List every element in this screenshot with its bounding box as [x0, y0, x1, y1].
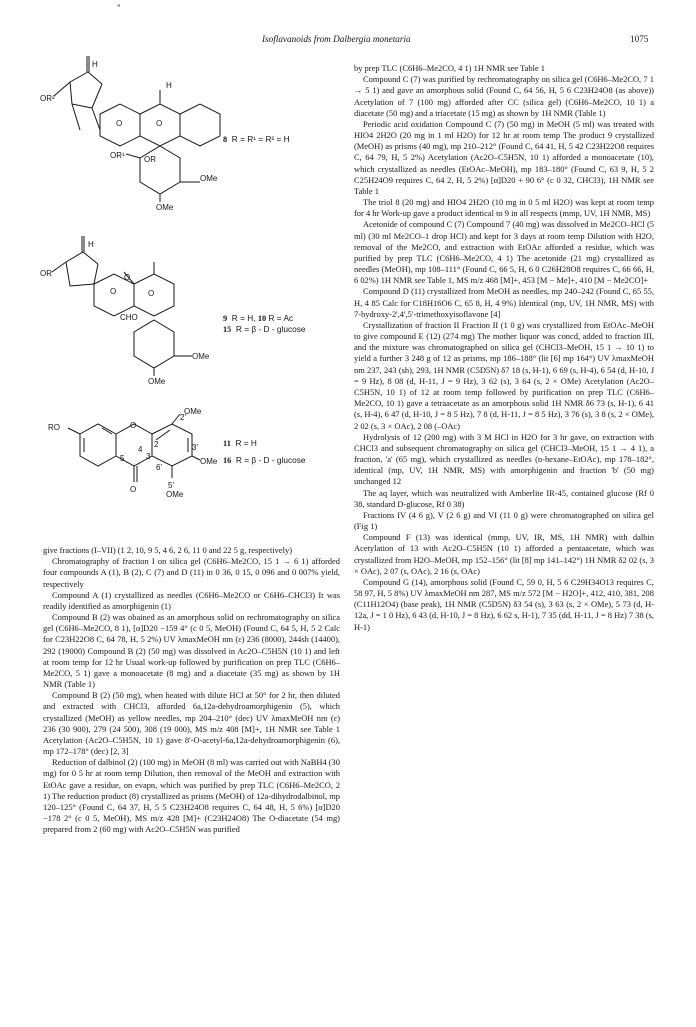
label-compound-15: 15 R = β - D - glucose — [223, 324, 306, 334]
atom-O: O — [156, 119, 163, 128]
paragraph: Compound G (14), amorphous solid (Found C, 59 0, H, 5 6 C29H34O13 requires C, 58 97, H, 5 8%) UV λmaxMeOH nm 287, MS m/z 572 [M − H2O]+, 412, 410, 381, 208 (C11H12O4) (base peak), 1H NMR (C5D5N) δ3 54 (s), 3 63 (s, 2 × OMe), 5 73 (d, H-12a, J = 1 0 Hz), 6 43 (d, H-10, J = 8 Hz), 6 62 s, H-1), 7 35 (dd, H-11, J = 8 Hz) 7 38 (s, H-1) — [354, 576, 654, 632]
paragraph: Compound B (2) was obained as an amorphous solid on rechromatography on silica gel (C6H6–Me2CO, 8 1), [α]D20 −159 4° (c 0 5, MeOH) (Found C, 64 5, H, 5 2 Calc for C23H22O8 C, 64 78, H, 5 2%) UV λmaxMeOH nm (ε) 236 (8000), 244sh (14400), 292 (19000) Compound B (2) (50 mg) was dissolved in Ac2O–C5H5N (10 1) and left at room temp for 12 hr Usual work-up followed by purification on prep TLC (C6H6–Me2CO, 5 1) gave a monoacetate (8 mg) and a diacetate (35 mg) as shown by 1H NMR (Table 1) — [43, 612, 340, 690]
atom-OR: OR — [40, 269, 52, 278]
atom-H: H — [88, 240, 94, 249]
atom-OMe: OMe — [192, 352, 210, 361]
paragraph: Compound A (1) crystallized as needles (C6H6–Me2CO or C6H6–CHCl3) It was readily identified as amorphigenin (1) — [43, 589, 340, 611]
locant-6p: 6' — [156, 463, 162, 472]
atom-O: O — [130, 485, 137, 494]
atom-H: H — [92, 60, 98, 69]
left-column — [43, 545, 340, 835]
atom-H: H — [166, 81, 172, 90]
label-compound-8: 8 R = R¹ = R² = H — [223, 134, 290, 144]
paragraph: The aq layer, which was neutralized with Amberlite IR-45, contained glucose (Rf 0 38, standard D-glucose, Rf 0 38) — [354, 487, 654, 509]
locant-3p: 3' — [192, 443, 198, 452]
locant-2: 2 — [154, 440, 159, 449]
structure-8-skeleton — [54, 56, 220, 202]
structure-drawings — [40, 50, 340, 540]
paragraph: Hydrolysis of 12 (200 mg) with 3 M HCl in H2O for 3 hr gave, on extraction with CHCl3 and subsequent chromatography on silica gel (CHCl3–MeOH, 15 1 → 4 1), a fraction, 'a' (65 mg), which crystallized as needles (n-hexane–EtOAc), mp 178–182°, identical (mp, UV, 1H NMR, MS) with amorphigenin and fraction 'b' (50 mg) unchanged 12 — [354, 431, 654, 487]
paragraph: Fractions IV (4 6 g), V (2 6 g) and VI (11 0 g) were chromatographed on silica gel (Fig 1) — [354, 509, 654, 532]
atom-OMe: OMe — [200, 174, 218, 183]
paragraph: Chromatography of fraction I on silica gel (C6H6–Me2CO, 15 1 → 6 1) afforded four compounds A (1), B (2), C (7) and D (11) in 0 36, 0 15, 0 096 and 0 007% yield, respectively — [43, 556, 340, 589]
locant-4: 4 — [138, 445, 143, 454]
paragraph: Compound B (2) (50 mg), when heated with dilute HCl at 50° for 2 hr, then diluted and extracted with CHCl3, afforded 6a,12a-dehydroamorphigenin (5), which crystallized (MeOH) as yellow needles, mp 204–210° (dec) UV λmaxMeOH nm (ε) 236 (30 900), 279 (24 500), 308 (19 000), MS m/z 408 [M]+, 1H NMR see Table 1 Acetylation (Ac2O–C5H5N, 10 1) gave 8'-O-acetyl-6a,12a-dehydroamorphigenin (6), mp 172–178° (dec) [2, 3] — [43, 690, 340, 757]
atom-OR1: OR¹ — [110, 151, 125, 160]
chemical-structures — [40, 50, 340, 540]
atom-OR: OR — [144, 155, 156, 164]
atom-CHO: CHO — [120, 313, 138, 322]
atom-RO: RO — [48, 423, 60, 432]
atom-O: O — [116, 119, 123, 128]
locant-2p: 2' — [180, 413, 186, 422]
atom-OMe: OMe — [148, 377, 166, 386]
paragraph: The triol 8 (20 mg) and HIO4 2H2O (10 mg in 0 5 ml H2O) was kept at room temp for 4 hr Work-up gave a product identical to 9 in all respects (mmp, UV, 1H NMR, MS) — [354, 197, 654, 219]
paragraph: Compound F (13) was identical (mmp, UV, IR, MS, 1H NMR) with dalbin Acetylation of 13 with Ac2O–C5H5N (10 1) afforded a pentaacetate, which was crystallized from H2O–MeOH, mp 152–156° (lit [8] mp 141–142°) 1H NMR δ2 02 (s, 3 × OAc), 2 07 (s, OAc), 2 16 (s, OAc) — [354, 532, 654, 576]
paragraph: Compound C (7) was purified by rechromatography on silica gel (C6H6–Me2CO, 7 1 → 5 1) and gave an amorphous solid (Found C, 64 56, H, 5 6 C23H24O8 (as above)) Acetylation of 7 (100 mg) afforded after CC (silica gel) (C6H6–Me2CO, 10 1) a diacetate (50 mg) and a triacetate (15 mg) as shown by 1H NMR (Table 1) — [354, 74, 654, 118]
locant-5: 5 — [120, 454, 125, 463]
stray-mark: " — [117, 3, 121, 13]
running-title: Isoflavanoids from Dalbergia monetaria — [262, 34, 411, 44]
paragraph: by prep TLC (C6H6–Me2CO, 4 1) 1H NMR see Table 1 — [354, 63, 546, 73]
label-compound-11: 11 R = H — [223, 438, 257, 448]
structure-9-skeleton — [52, 236, 192, 376]
atom-O: O — [110, 287, 117, 296]
atom-O: O — [130, 421, 137, 430]
locant-3: 3 — [146, 452, 151, 461]
label-compound-16: 16 R = β - D - glucose — [223, 455, 306, 465]
page-number: 1075 — [630, 34, 649, 44]
paragraph: Compound D (11) crystallized from MeOH as needles, mp 240–242 (Found C, 65 55, H, 4 85 Calc for C18H16O6 C, 65 8, H, 4 9%) Identical (mp, UV, 1H NMR, MS) with 7-hydroxy-2',4',5'-trimethoxyisoflavone [4] — [354, 286, 654, 319]
right-column — [354, 63, 654, 633]
atom-OMe: OMe — [200, 457, 218, 466]
paragraph: Acetonide of compound C (7) Compound 7 (40 mg) was dissolved in Me2CO–HCl (5 ml) (30 ml Me2CO–1 drop HCl) and kept for 3 days at room temp Dilution with H2O, removal of the Me2CO, and extraction with EtOAc afforded a residue, which was purified by prep TLC (C6H6–Me2CO, 4 1) The acetonide (21 mg) crystallized as needles (MeOH), mp 108–111° (Found C, 66 5, H, 6 0 C26H28O8 requires C, 66 66, H, 6 02%) 1H NMR see Table 1, MS m/z 468 [M]+, 453 [M − Me]+, 410 [M − Me2CO]+ — [354, 219, 654, 286]
locant-5p: 5' — [168, 481, 174, 490]
paragraph: Crystallization of fraction II Fraction II (1 0 g) was crystallized from EtOAc–MeOH to give compound E (12) (274 mg) The mother liquor was concd, added to fraction III, and the mixture was chromatographed on silica gel (CHCl3–MeOH, 15 1 → 10 1) to yield a further 3 248 g of 12 as prisms, mp 186–188° (lit [6] mp 164°) UV λmaxMeOH nm 237, 243 (sh), 293, 1H NMR (C5D5N) δ7 18 (s, H-1), 6 69 (s, H-4), 6 54 (d, H-10, J = 9 Hz), 8 08 (d, H-11, J = 9 Hz), 3 62 (s), 3 64 (s, 2 × OMe) Acetylation (Ac2O–C5H5N, 10 1) of 12 at room temp followed by purification on prep TLC (C6H6–Me2CO, 10 1) gave a tetraacetate as an amorphous solid 1H NMR δ6 73 (s, H-1), 6 41 (s, H-4), 6 47 (d, H-10, J = 8 5 Hz), 7 8 (d, H-11, J = 8 5 Hz), 3 76 (s), 3 8 (s, 2 × OMe), 2 02 (s, 3 × OAc), 2 08 (–OAc) — [354, 319, 654, 431]
label-compound-9-10: 9 R = H, 10 R = Ac — [223, 313, 294, 323]
atom-O: O — [148, 289, 155, 298]
atom-OMe: OMe — [166, 490, 184, 499]
paragraph: Periodic acid oxidation Compound C (7) (50 mg) in MeOH (5 ml) was treated with HIO4 2H2O (20 mg in 1 ml H2O) for 12 hr at room temp The product 9 crystallized (MeOH) as prisms (40 mg), mp 210–212° (Found C, 64 41, H, 5 42 C23H22O8 requires C, 64 79, H, 5 2%) Acetylation (Ac2O–C5H5N, 10 1) afforded a monoacetate (10), which crystallized as needles (EtOAc–MeOH), mp 183–180° (Found C, 63 9, H, 5 2 C25H24O9 requires C, 64 2, H, 5 2%) [α]D20 + 90 6° (c 0 32, CHCl3), 1H NMR see Table 1 — [354, 118, 654, 196]
paragraph: Reduction of dalbinol (2) (100 mg) in MeOH (8 ml) was carried out with NaBH4 (30 mg) for 0 5 hr at room temp Dilution, then removal of the MeOH and extraction with EtOAc gave a residue, on evapn, which was purified by prep TLC (C6H6–Me2CO, 2 1) The reduction product (8) crystallized as prisms (MeOH) of 12a-dihydrodalbinol, mp 120–125° (Found C, 64 37, H, 5 5 C23H24O8 requires C, 64 48, H, 5 6%) [α]D20 −178 2° (c 0 5, MeOH), MS m/z 428 [M]+ (C23H24O8) The O-diacetate (54 mg) prepared from 2 (60 mg) with Ac2O–C5H5N was purified — [43, 757, 340, 835]
atom-OMe: OMe — [156, 203, 174, 212]
atom-OR2: OR² — [40, 94, 55, 103]
paragraph: give fractions (I–VII) (1 2, 10, 9 5, 4 6, 2 6, 11 0 and 22 5 g, respectively) — [43, 545, 293, 555]
atom-OMe: OMe — [184, 407, 202, 416]
atom-O: O — [124, 273, 131, 282]
